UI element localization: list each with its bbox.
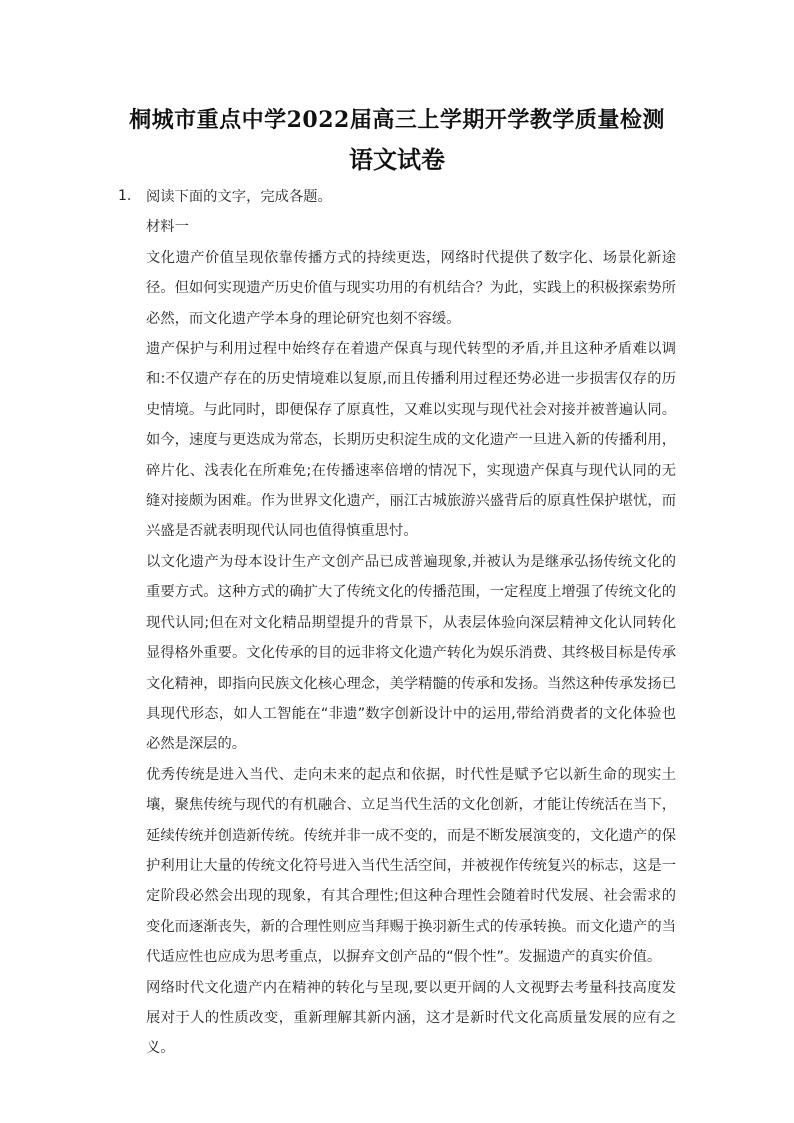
question-body (146, 182, 676, 1064)
question-prompt: 阅读下面的文字，完成各题。 (146, 189, 332, 205)
material-paragraph-1: 文化遗产价值呈现依靠传播方式的持续更迭，网络时代提供了数字化、场景化新途径。但如何实现遗产历史价值与现实功用的有机结合？为此，实践上的积极探索势所必然，而文化遗产学本身的理论研究也刻不容缓。 (146, 249, 676, 327)
material-paragraph-4: 优秀传统是进入当代、走向未来的起点和依据，时代性是赋予它以新生命的现实土壤，聚焦传统与现代的有机融合、立足当代生活的文化创新，才能让传统活在当下，延续传统并创造新传统。传统并非一成不变的，而是不断发展演变的，文化遗产的保护利用让大量的传统文化符号进入当代生活空间，并被视作传统复兴的标志，这是一定阶段必然会出现的现象，有其合理性;但这种合理性会随着时代发展、社会需求的变化而逐渐丧失，新的合理性则应当拜赐于换羽新生式的传承转换。而文化遗产的当代适应性也应成为思考重点，以摒弃文创产品的“假个性”。发掘遗产的真实价值。 (146, 766, 676, 966)
question-number: 1. (118, 188, 132, 204)
material-label: 材料一 (146, 219, 189, 236)
material-paragraph-3: 以文化遗产为母本设计生产文创产品已成普遍现象,并被认为是继承弘扬传统文化的重要方式。这种方式的确扩大了传统文化的传播范围，一定程度上增强了传统文化的现代认同;但在对文化精品期望提升的背景下，从表层体验向深层精神文化认同转化显得格外重要。文化传承的目的远非将文化遗产转化为娱乐消费、其终极目标是传承文化精神，即指向民族文化核心理念，美学精髓的传承和发扬。当然这种传承发扬已具现代形态，如人工智能在“非遗”数字创新设计中的运用,带给消费者的文化体验也必然是深层的。 (146, 553, 676, 753)
material-paragraph-5: 网络时代文化遗产内在精神的转化与呈现,要以更开阔的人文视野去考量科技高度发展对于人的性质改变，重新理解其新内涵，这才是新时代文化高质量发展的应有之义。 (146, 979, 676, 1057)
exam-title: 桐城市重点中学2022届高三上学期开学教学质量检测 (129, 107, 665, 133)
exam-subtitle: 语文试卷 (349, 145, 445, 174)
material-paragraph-2: 遗产保护与利用过程中始终存在着遗产保真与现代转型的矛盾,并且这种矛盾难以调和:不仅遗产存在的历史情境难以复原,而且传播利用过程还势必进一步损害仅存的历史情境。与此同时，即便保存了原真性，又难以实现与现代社会对接并被普遍认同。如今，速度与更迭成为常态，长期历史积淀生成的文化遗产一旦进入新的传播利用，碎片化、浅表化在所难免;在传播速率倍增的情况下，实现遗产保真与现代认同的无缝对接颇为困难。作为世界文化遗产，丽江古城旅游兴盛背后的原真性保护堪忧，而兴盛是否就表明现代认同也值得慎重思忖。 (146, 341, 676, 540)
